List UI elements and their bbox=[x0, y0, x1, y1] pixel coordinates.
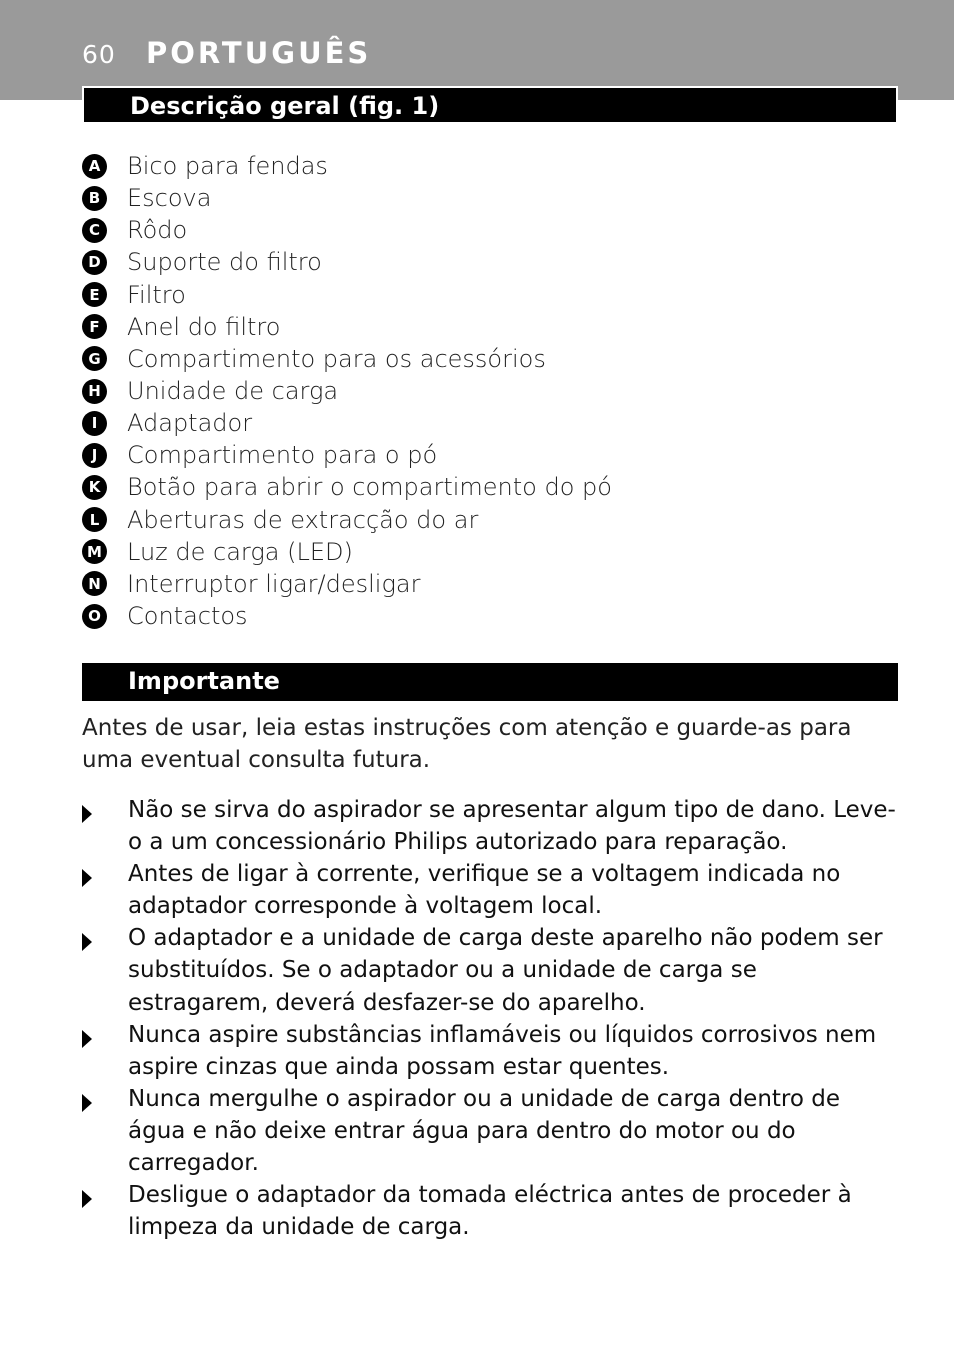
header-band bbox=[0, 0, 954, 100]
bullet-triangle-icon bbox=[82, 869, 92, 887]
bullet-triangle-icon bbox=[82, 1030, 92, 1048]
part-label: Anel do filtro bbox=[127, 312, 281, 341]
warning-text: O adaptador e a unidade de carga deste aparelho não podem ser substituídos. Se o adaptador ou a unidade de carga se estragarem, deverá desfazer-se do aparelho. bbox=[128, 925, 883, 1016]
parts-list bbox=[82, 150, 612, 632]
letter-badge: O bbox=[82, 604, 107, 629]
letter-badge: H bbox=[82, 379, 107, 404]
list-item bbox=[82, 600, 612, 632]
letter-badge: G bbox=[82, 346, 107, 371]
warning-item bbox=[82, 858, 898, 922]
list-item bbox=[82, 343, 612, 375]
intro-paragraph: Antes de usar, leia estas instruções com atenção e guarde-as para uma eventual consulta futura. bbox=[82, 715, 852, 773]
list-item bbox=[82, 407, 612, 439]
warning-text: Nunca aspire substâncias inflamáveis ou líquidos corrosivos nem aspire cinzas que ainda possam estar quentes. bbox=[128, 1021, 877, 1080]
letter-badge: E bbox=[82, 282, 107, 307]
letter-badge: L bbox=[82, 507, 107, 532]
letter-badge: C bbox=[82, 218, 107, 243]
list-item bbox=[82, 471, 612, 503]
list-item bbox=[82, 182, 612, 214]
letter-badge: K bbox=[82, 475, 107, 500]
warning-item bbox=[82, 1179, 898, 1243]
bullet-triangle-icon bbox=[82, 1094, 92, 1112]
list-item bbox=[82, 279, 612, 311]
letter-badge: F bbox=[82, 314, 107, 339]
letter-badge: I bbox=[82, 411, 107, 436]
part-label: Aberturas de extracção do ar bbox=[127, 505, 479, 534]
list-item bbox=[82, 439, 612, 471]
warning-item bbox=[82, 794, 898, 858]
page-number: 60 bbox=[82, 40, 116, 69]
warning-text: Desligue o adaptador da tomada eléctrica antes de proceder à limpeza da unidade de carga. bbox=[128, 1182, 852, 1241]
part-label: Luz de carga (LED) bbox=[127, 537, 353, 566]
letter-badge: B bbox=[82, 186, 107, 211]
part-label: Bico para fendas bbox=[127, 152, 328, 181]
list-item bbox=[82, 504, 612, 536]
warning-text: Antes de ligar à corrente, verifique se a voltagem indicada no adaptador corresponde à voltagem local. bbox=[128, 861, 841, 920]
warning-item bbox=[82, 1019, 898, 1083]
list-item bbox=[82, 536, 612, 568]
warning-item bbox=[82, 922, 898, 1018]
part-label: Interruptor ligar/desligar bbox=[127, 569, 421, 598]
letter-badge: N bbox=[82, 571, 107, 596]
list-item bbox=[82, 375, 612, 407]
letter-badge: A bbox=[82, 154, 107, 179]
warning-item bbox=[82, 1083, 898, 1179]
list-item bbox=[82, 150, 612, 182]
part-label: Suporte do filtro bbox=[127, 248, 322, 277]
list-item bbox=[82, 311, 612, 343]
warning-text: Não se sirva do aspirador se apresentar algum tipo de dano. Leve-o a um concessionário Philips autorizado para reparação. bbox=[128, 797, 896, 856]
letter-badge: D bbox=[82, 250, 107, 275]
bullet-triangle-icon bbox=[82, 933, 92, 951]
part-label: Botão para abrir o compartimento do pó bbox=[127, 473, 612, 502]
part-label: Compartimento para os acessórios bbox=[127, 344, 546, 373]
part-label: Adaptador bbox=[127, 409, 253, 438]
bullet-triangle-icon bbox=[82, 805, 92, 823]
letter-badge: M bbox=[82, 539, 107, 564]
warnings-list bbox=[82, 794, 898, 1243]
warning-text: Nunca mergulhe o aspirador ou a unidade de carga dentro de água e não deixe entrar água para dentro do motor ou do carregador. bbox=[128, 1085, 841, 1177]
list-item bbox=[82, 246, 612, 278]
section-heading-important: Importante bbox=[82, 663, 898, 701]
part-label: Contactos bbox=[127, 602, 248, 631]
list-item bbox=[82, 568, 612, 600]
section-heading-overview: Descrição geral (fig. 1) bbox=[82, 86, 898, 124]
part-label: Escova bbox=[127, 184, 212, 213]
part-label: Rôdo bbox=[127, 216, 188, 245]
part-label: Filtro bbox=[127, 280, 186, 309]
letter-badge: J bbox=[82, 443, 107, 468]
language-title: PORTUGUÊS bbox=[146, 36, 372, 70]
part-label: Unidade de carga bbox=[127, 377, 339, 406]
list-item bbox=[82, 214, 612, 246]
bullet-triangle-icon bbox=[82, 1190, 92, 1208]
part-label: Compartimento para o pó bbox=[127, 441, 438, 470]
